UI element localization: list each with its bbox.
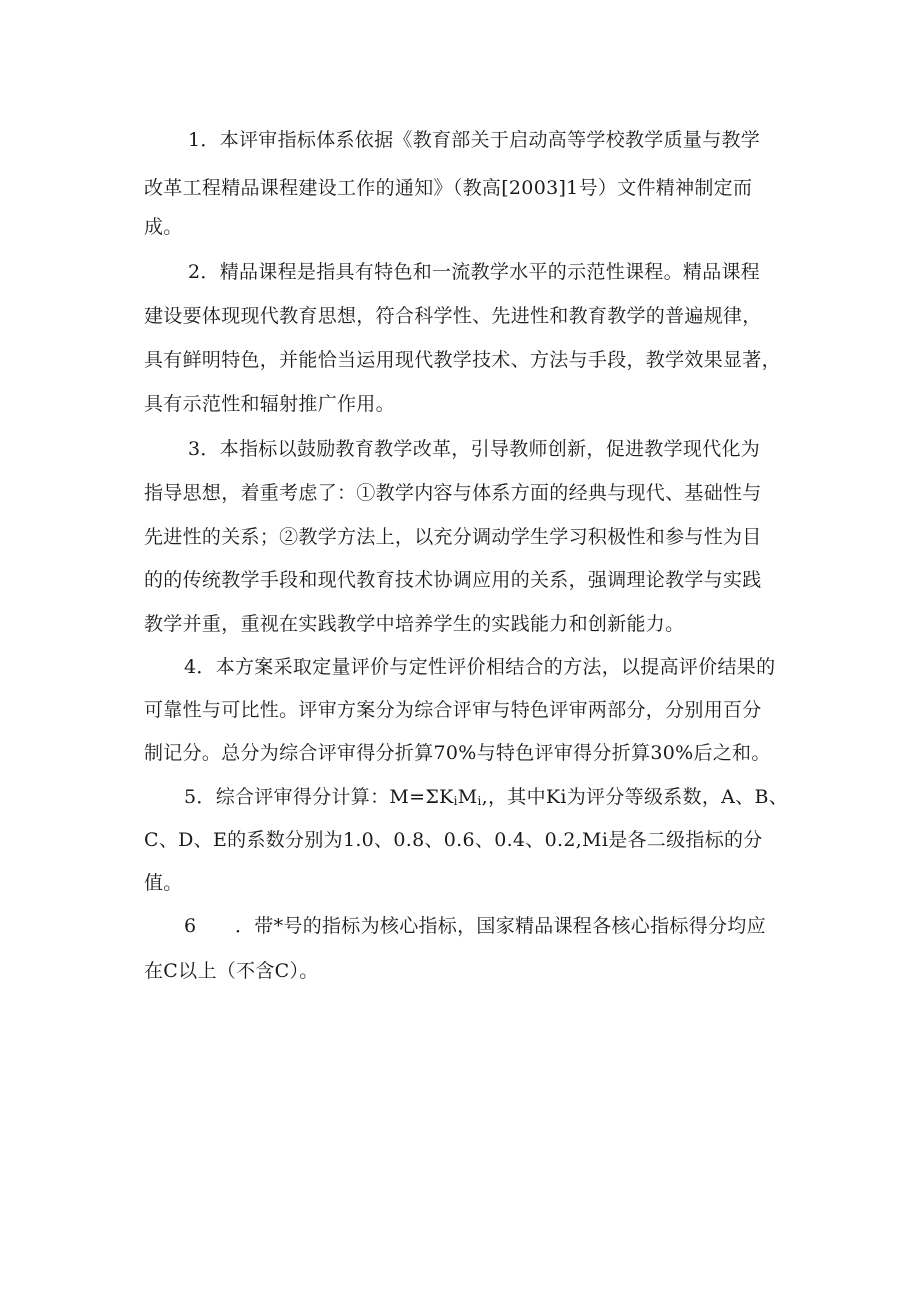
paragraph-4-line-3: 制记分。总分为综合评审得分折算70%与特色评审得分折算30%后之和。: [144, 742, 771, 764]
formula-prefix: 5．综合评审得分计算：M=ΣK: [184, 786, 454, 808]
paragraph-6-line-2: 在C以上（不含C）。: [144, 960, 319, 982]
paragraph-3-line-1: 3．本指标以鼓励教育教学改革，引导教师创新，促进教学现代化为: [188, 438, 761, 460]
paragraph-3-line-4: 的的传统教学手段和现代教育技术协调应用的关系，强调理论教学与实践: [144, 569, 762, 591]
paragraph-2-line-3: 具有鲜明特色，并能恰当运用现代教学技术、方法与手段，教学效果显著，: [144, 349, 781, 371]
paragraph-2-line-4: 具有示范性和辐射推广作用。: [144, 393, 395, 415]
paragraph-6-line-1: 6 ．带*号的指标为核心指标，国家精品课程各核心指标得分均应: [184, 915, 766, 937]
paragraph-2-line-2: 建设要体现现代教育思想，符合科学性、先进性和教育教学的普遍规律，: [144, 305, 762, 327]
formula-mid: M: [457, 786, 478, 808]
formula-subscript-m: i: [477, 794, 482, 808]
paragraph-3-line-5: 教学并重，重视在实践教学中培养学生的实践能力和创新能力。: [144, 613, 685, 635]
paragraph-4-line-2: 可靠性与可比性。评审方案分为综合评审与特色评审两部分，分别用百分: [144, 699, 762, 721]
formula-subscript-k: i: [453, 794, 458, 808]
paragraph-2-line-1: 2．精品课程是指具有特色和一流教学水平的示范性课程。精品课程: [188, 261, 761, 283]
paragraph-3-line-3: 先进性的关系；②教学方法上，以充分调动学生学习积极性和参与性为目: [144, 526, 762, 548]
formula-suffix: ,，其中Ki为评分等级系数，A、B、: [481, 786, 789, 808]
paragraph-4-line-1: 4．本方案采取定量评价与定性评价相结合的方法，以提高评价结果的: [184, 656, 776, 678]
paragraph-5-line-2: C、D、E的系数分别为1.0、0.8、0.6、0.4、0.2,Mi是各二级指标的分: [144, 829, 763, 851]
paragraph-1-line-3: 成。: [144, 216, 183, 238]
paragraph-5-line-1: [144, 784, 804, 814]
paragraph-5-line-3: 值。: [144, 872, 183, 894]
paragraph-1-line-1: 1．本评审指标体系依据《教育部关于启动高等学校教学质量与教学: [188, 129, 761, 151]
paragraph-1-line-2: 改革工程精品课程建设工作的通知》（教高[2003]1号）文件精神制定而: [144, 177, 753, 199]
paragraph-3-line-2: 指导思想，着重考虑了：①教学内容与体系方面的经典与现代、基础性与: [144, 482, 762, 504]
